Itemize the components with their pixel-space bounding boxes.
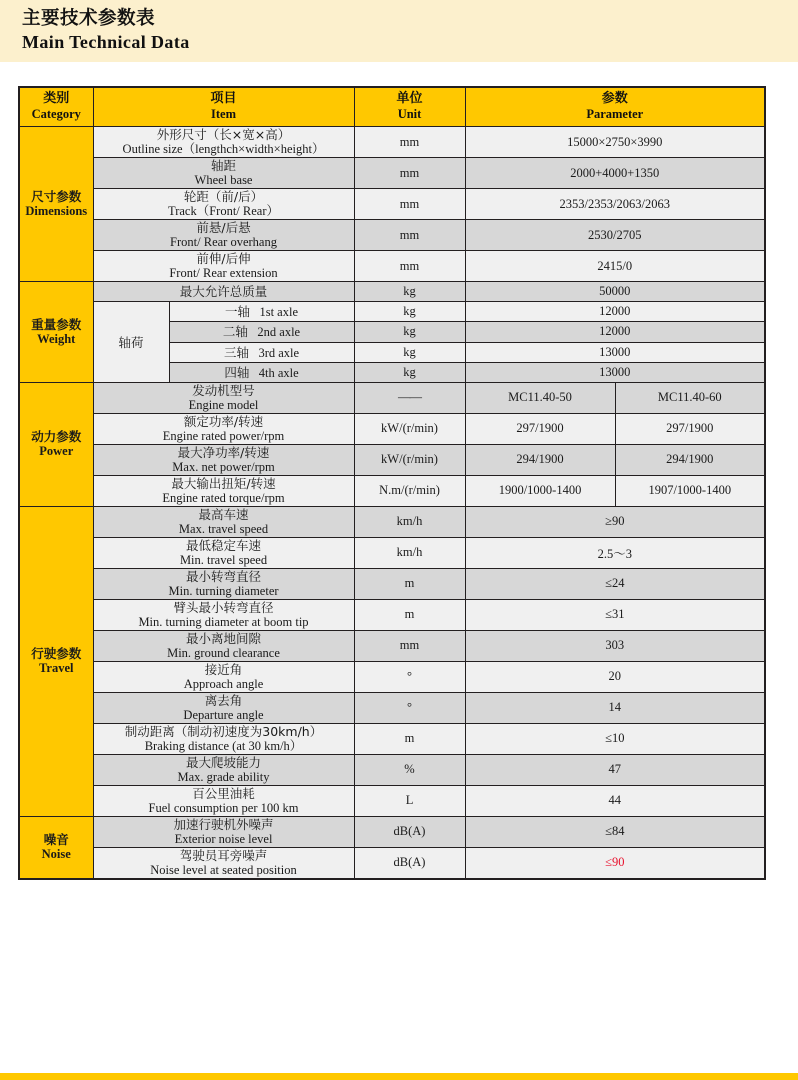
- item-cell: [93, 785, 354, 816]
- unit-cell: mm: [354, 630, 465, 661]
- category-label-en: Noise: [41, 847, 71, 862]
- value-cell-variant-b: 294/1900: [615, 444, 765, 475]
- value-cell: ≤31: [465, 599, 765, 630]
- category-label-cn: 重量参数: [31, 316, 82, 332]
- item-cell: [93, 692, 354, 723]
- item-label-cn: 最小离地间隙: [186, 630, 262, 646]
- value-cell: 50000: [465, 282, 765, 302]
- item-label-en: Min. turning diameter: [168, 583, 279, 598]
- section-category-power: [19, 382, 93, 506]
- table-row: [19, 723, 765, 754]
- value-cell: 12000: [465, 322, 765, 342]
- item-label-en: Max. travel speed: [178, 521, 269, 536]
- item-cell: [93, 382, 354, 413]
- item-label-cn: 二轴: [222, 324, 248, 340]
- item-label-en: Fuel consumption per 100 km: [148, 800, 299, 815]
- unit-cell: kg: [354, 342, 465, 362]
- unit-cell: km/h: [354, 537, 465, 568]
- column-header-parameter: [465, 87, 765, 127]
- value-cell-variant-b: 297/1900: [615, 413, 765, 444]
- section-category-travel: [19, 506, 93, 816]
- value-cell: 15000×2750×3990: [465, 127, 765, 158]
- item-label-en: 3rd axle: [258, 345, 300, 360]
- item-label-cn: 最大输出扭矩/转速: [171, 475, 276, 491]
- table-row: [19, 785, 765, 816]
- item-label-cn: 发动机型号: [192, 382, 255, 398]
- unit-cell: L: [354, 785, 465, 816]
- category-label-cn: 行驶参数: [31, 646, 82, 662]
- table-row: [19, 630, 765, 661]
- item-cell: [93, 847, 354, 879]
- unit-cell: °: [354, 692, 465, 723]
- item-label-en: Engine rated torque/rpm: [162, 490, 285, 505]
- unit-cell: °: [354, 661, 465, 692]
- value-cell-variant-a: 1900/1000-1400: [465, 475, 615, 506]
- item-label-cn: 额定功率/转速: [183, 413, 264, 429]
- item-label-cn: 最大允许总质量: [179, 284, 268, 299]
- unit-cell: mm: [354, 158, 465, 189]
- value-cell: 20: [465, 661, 765, 692]
- item-label-en: Engine model: [188, 397, 259, 412]
- table-row: [19, 302, 765, 322]
- item-cell: [169, 362, 354, 382]
- item-label-cn: 前伸/后伸: [196, 251, 251, 266]
- item-label-cn: 轮距（前/后）: [183, 189, 264, 204]
- value-cell: ≤24: [465, 568, 765, 599]
- column-header-parameter-en: Parameter: [586, 106, 644, 121]
- item-cell: [93, 630, 354, 661]
- category-label-cn: 尺寸参数: [31, 189, 82, 204]
- table-row: [19, 847, 765, 879]
- column-header-item-en: Item: [211, 106, 236, 121]
- item-label-en: Approach angle: [183, 676, 264, 691]
- item-label-cn: 驾驶员耳旁噪声: [179, 847, 268, 863]
- column-header-parameter-cn: 参数: [601, 91, 628, 107]
- table-row: [19, 251, 765, 282]
- value-cell: 2415/0: [465, 251, 765, 282]
- item-label-cn: 最低稳定车速: [186, 537, 262, 553]
- column-header-category-cn: 类别: [43, 91, 70, 107]
- item-label-en: Braking distance (at 30 km/h）: [144, 738, 303, 753]
- column-header-item-cn: 项目: [210, 91, 237, 107]
- unit-cell: kg: [354, 322, 465, 342]
- value-cell: 12000: [465, 302, 765, 322]
- value-cell: 13000: [465, 362, 765, 382]
- item-label-cn: 三轴: [223, 344, 249, 360]
- item-cell: [93, 599, 354, 630]
- item-label-cn: 一轴: [225, 304, 251, 320]
- value-cell: 2000+4000+1350: [465, 158, 765, 189]
- unit-cell: ——: [354, 382, 465, 413]
- value-cell-highlighted: ≤90: [465, 847, 765, 879]
- table-row: [19, 158, 765, 189]
- item-cell: [93, 754, 354, 785]
- table-row: [19, 661, 765, 692]
- unit-cell: m: [354, 723, 465, 754]
- unit-cell: N.m/(r/min): [354, 475, 465, 506]
- category-label-cn: 动力参数: [31, 429, 82, 445]
- item-cell: [93, 661, 354, 692]
- item-label-cn: 最小转弯直径: [186, 568, 262, 584]
- category-label-en: Power: [39, 444, 74, 459]
- item-label-en: Track（Front/ Rear）: [168, 204, 279, 218]
- category-label-en: Weight: [37, 331, 76, 346]
- column-header-unit-cn: 单位: [396, 91, 423, 107]
- value-cell: 303: [465, 630, 765, 661]
- page-banner: [0, 0, 798, 62]
- item-label-en: Noise level at seated position: [150, 862, 297, 877]
- column-header-category-en: Category: [31, 106, 81, 121]
- unit-cell: kW/(r/min): [354, 413, 465, 444]
- unit-cell: dB(A): [354, 847, 465, 879]
- item-label-en: Exterior noise level: [174, 831, 273, 846]
- item-cell: [93, 816, 354, 847]
- value-cell-variant-b: 1907/1000-1400: [615, 475, 765, 506]
- table-row: [19, 537, 765, 568]
- section-category-weight: [19, 282, 93, 383]
- item-label-cn: 接近角: [204, 661, 243, 677]
- unit-cell: mm: [354, 220, 465, 251]
- item-cell: [93, 189, 354, 220]
- item-label-en: Max. grade ability: [177, 769, 270, 784]
- item-label-en: 2nd axle: [257, 325, 301, 340]
- table-row: [19, 506, 765, 537]
- unit-cell: kg: [354, 282, 465, 302]
- unit-cell: kg: [354, 302, 465, 322]
- table-row: [19, 475, 765, 506]
- item-label-cn: 四轴: [224, 364, 250, 380]
- table-row: [19, 754, 765, 785]
- value-cell: 2530/2705: [465, 220, 765, 251]
- item-label-cn: 最高车速: [198, 506, 249, 522]
- value-cell-variant-a: MC11.40-50: [465, 382, 615, 413]
- table-row: [19, 413, 765, 444]
- item-label-en: Max. net power/rpm: [172, 459, 275, 474]
- item-cell: [93, 158, 354, 189]
- value-cell: 44: [465, 785, 765, 816]
- value-cell-variant-a: 297/1900: [465, 413, 615, 444]
- value-cell: ≤10: [465, 723, 765, 754]
- item-label-cn: 离去角: [204, 692, 243, 708]
- item-cell: [93, 537, 354, 568]
- unit-cell: km/h: [354, 506, 465, 537]
- item-label-en: Min. travel speed: [179, 552, 268, 567]
- category-label-cn: 噪音: [43, 832, 69, 848]
- value-cell: ≤84: [465, 816, 765, 847]
- value-cell: 47: [465, 754, 765, 785]
- item-label-en: 1st axle: [259, 305, 299, 320]
- item-label-en: Min. ground clearance: [167, 645, 280, 660]
- item-label-cn: 百公里油耗: [192, 785, 255, 801]
- item-cell: [93, 127, 354, 158]
- item-label-cn: 臂头最小转弯直径: [173, 599, 274, 615]
- category-label-en: Dimensions: [25, 204, 88, 218]
- page-title-en: Main Technical Data: [22, 32, 190, 53]
- unit-cell: kg: [354, 362, 465, 382]
- table-row: [19, 568, 765, 599]
- table-header-row: [19, 87, 765, 127]
- main-technical-data-table: [18, 86, 766, 880]
- column-header-category: [19, 87, 93, 127]
- item-cell: [93, 568, 354, 599]
- column-header-unit-en: Unit: [397, 106, 422, 121]
- item-label-en: Min. turning diameter at boom tip: [138, 614, 309, 629]
- table-row: [19, 444, 765, 475]
- item-cell: [93, 444, 354, 475]
- item-label-en: Departure angle: [183, 707, 264, 722]
- value-cell: 2.5～3: [465, 537, 765, 568]
- item-cell: [169, 302, 354, 322]
- item-cell: [93, 413, 354, 444]
- column-header-item: [93, 87, 354, 127]
- unit-cell: dB(A): [354, 816, 465, 847]
- item-cell: [93, 220, 354, 251]
- item-label-en: Engine rated power/rpm: [162, 428, 285, 443]
- item-label-cn: 外形尺寸（长×宽×高）: [156, 127, 291, 142]
- item-label-cn: 制动距离（制动初速度为30km/h）: [124, 723, 323, 739]
- page-title-cn: 主要技术参数表: [22, 8, 156, 29]
- item-label-en: Wheel base: [194, 173, 253, 187]
- table-row: [19, 816, 765, 847]
- item-label-en: Outline size（lengthch×width×height）: [122, 142, 325, 156]
- item-cell: [93, 723, 354, 754]
- unit-cell: kW/(r/min): [354, 444, 465, 475]
- unit-cell: mm: [354, 251, 465, 282]
- item-label-cn: 加速行驶机外噪声: [173, 816, 274, 832]
- category-label-en: Travel: [39, 661, 74, 676]
- item-cell: [93, 475, 354, 506]
- item-label-cn: 轴距: [211, 158, 237, 173]
- item-label-en: Front/ Rear overhang: [170, 235, 277, 249]
- item-cell: [93, 282, 354, 302]
- spec-table-wrapper: [18, 86, 764, 880]
- item-label-cn: 前悬/后悬: [196, 220, 251, 235]
- axle-load-group-label: 轴荷: [93, 302, 169, 383]
- value-cell-variant-a: 294/1900: [465, 444, 615, 475]
- unit-cell: m: [354, 568, 465, 599]
- table-row: [19, 382, 765, 413]
- item-cell: [169, 322, 354, 342]
- unit-cell: m: [354, 599, 465, 630]
- table-row: [19, 220, 765, 251]
- column-header-unit: [354, 87, 465, 127]
- value-cell: 2353/2353/2063/2063: [465, 189, 765, 220]
- item-cell: [93, 251, 354, 282]
- table-row: [19, 189, 765, 220]
- table-row: [19, 692, 765, 723]
- table-row: [19, 127, 765, 158]
- item-label-cn: 最大爬坡能力: [186, 754, 262, 770]
- value-cell: 13000: [465, 342, 765, 362]
- value-cell: ≥90: [465, 506, 765, 537]
- value-cell: 14: [465, 692, 765, 723]
- item-cell: [169, 342, 354, 362]
- section-category-dimensions: [19, 127, 93, 282]
- item-label-cn: 最大净功率/转速: [177, 444, 270, 460]
- table-row: [19, 599, 765, 630]
- unit-cell: %: [354, 754, 465, 785]
- section-category-noise: [19, 816, 93, 879]
- footer-accent-bar: [0, 1073, 798, 1080]
- item-label-en: 4th axle: [258, 365, 299, 380]
- value-cell-variant-b: MC11.40-60: [615, 382, 765, 413]
- table-row: [19, 282, 765, 302]
- unit-cell: mm: [354, 189, 465, 220]
- item-cell: [93, 506, 354, 537]
- item-label-en: Front/ Rear extension: [169, 266, 278, 280]
- unit-cell: mm: [354, 127, 465, 158]
